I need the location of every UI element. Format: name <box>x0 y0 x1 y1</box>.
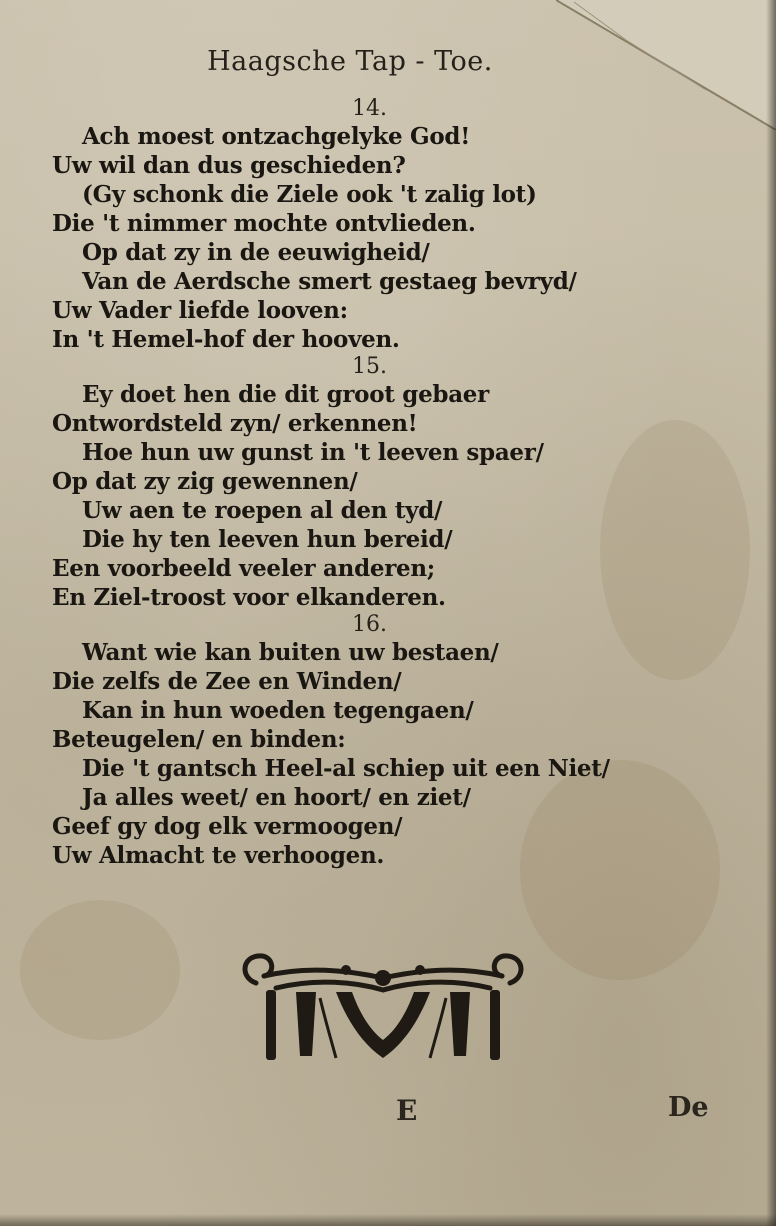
verse-line: Ey doet hen die dit groot gebaer <box>82 381 489 408</box>
verse-line: Beteugelen/ en binden: <box>52 726 346 753</box>
verse-line: Want wie kan buiten uw bestaen/ <box>82 639 499 666</box>
signature-mark: E <box>396 1094 418 1127</box>
verse-line: Van de Aerdsche smert gestaeg bevryd/ <box>82 268 577 295</box>
page-edge <box>0 1214 776 1226</box>
verse-line: Die zelfs de Zee en Winden/ <box>52 668 402 695</box>
verse-line: Die hy ten leeven hun bereid/ <box>82 526 453 553</box>
verse-line: In 't Hemel-hof der hooven. <box>52 326 400 353</box>
running-head: Haagsche Tap - Toe. <box>207 46 493 77</box>
verse-line: Ja alles weet/ en hoort/ en ziet/ <box>82 784 471 811</box>
verse-line: Een voorbeeld veeler anderen; <box>52 555 435 582</box>
verse-line: (Gy schonk die Ziele ook 't zalig lot) <box>82 181 537 208</box>
stanza-number: 15. <box>352 354 387 379</box>
catchword: De <box>668 1092 709 1123</box>
poem-text <box>52 96 692 870</box>
stanza-number: 16. <box>352 612 387 637</box>
page-edge <box>766 0 776 1226</box>
verse-line: Uw Vader liefde looven: <box>52 297 348 324</box>
verse-line: En Ziel-troost voor elkanderen. <box>52 584 446 611</box>
verse-line: Geef gy dog elk vermoogen/ <box>52 813 403 840</box>
verse-line: Kan in hun woeden tegengaen/ <box>82 697 474 724</box>
verse-line: Die 't nimmer mochte ontvlieden. <box>52 210 476 237</box>
paper-stain <box>20 900 180 1040</box>
verse-line: Die 't gantsch Heel-al schiep uit een Niet/ <box>82 755 610 782</box>
verse-line: Op dat zy in de eeuwigheid/ <box>82 239 430 266</box>
verse-line: Uw Almacht te verhoogen. <box>52 842 385 869</box>
verse-line: Op dat zy zig gewennen/ <box>52 468 358 495</box>
ornament-icon <box>236 948 530 1068</box>
verse-line: Ach moest ontzachgelyke God! <box>82 123 471 150</box>
verse-line: Uw aen te roepen al den tyd/ <box>82 497 443 524</box>
verse-line: Uw wil dan dus geschieden? <box>52 152 406 179</box>
stanza-number: 14. <box>352 96 387 121</box>
verse-line: Ontwordsteld zyn/ erkennen! <box>52 410 418 437</box>
verse-line: Hoe hun uw gunst in 't leeven spaer/ <box>82 439 544 466</box>
